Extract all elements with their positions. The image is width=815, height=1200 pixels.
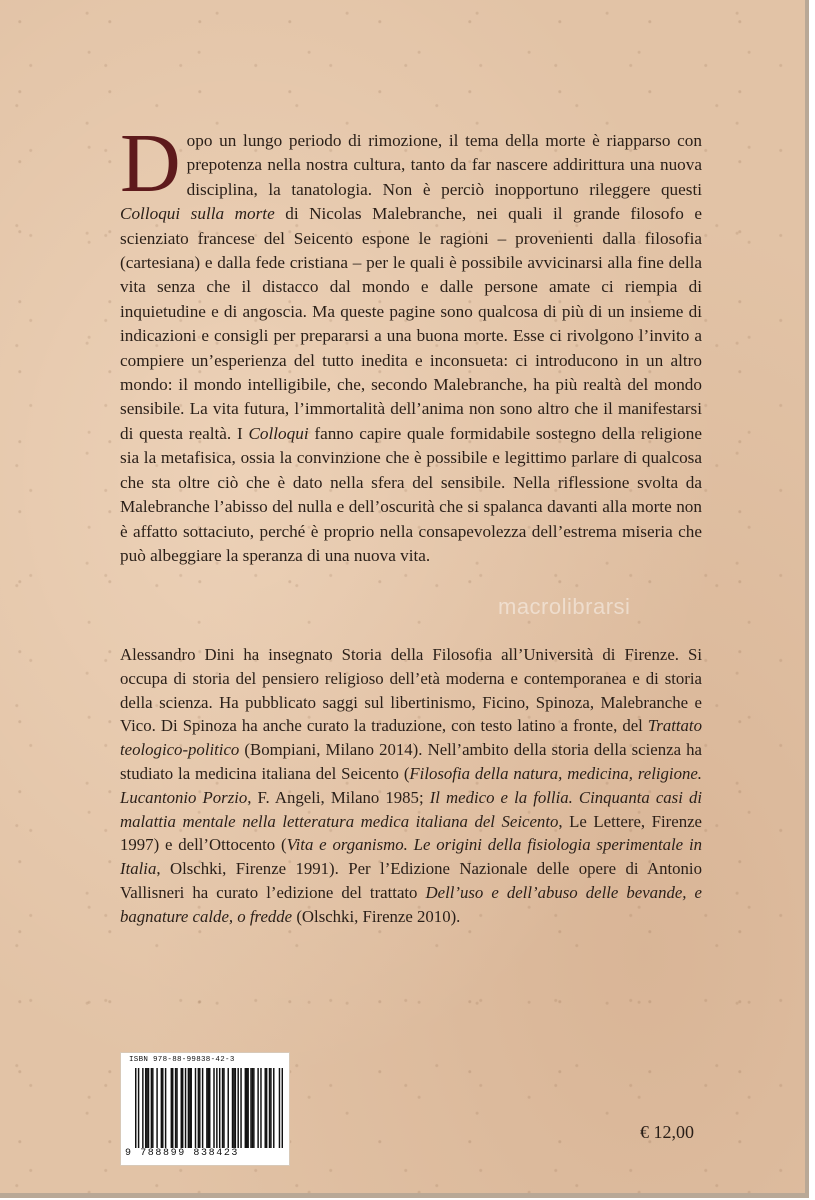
bio-text-5: , Olschki, Firenze 1991). Per l’Edizione Nazionale delle opere di Antonio Vallisneri ha curato l’edizione del trattato xyxy=(120,859,702,902)
barcode xyxy=(135,1068,283,1148)
barcode-bar xyxy=(247,1068,248,1148)
barcode-bar xyxy=(199,1068,200,1148)
barcode-bar xyxy=(245,1068,246,1148)
watermark-text: macrolibrarsi xyxy=(498,594,631,619)
barcode-bar xyxy=(228,1068,229,1148)
description-title-italic: Colloqui sulla morte xyxy=(120,204,275,224)
barcode-bar xyxy=(135,1068,136,1148)
book-description xyxy=(120,117,702,568)
barcode-bar xyxy=(257,1068,258,1148)
barcode-bar xyxy=(279,1068,280,1148)
bio-text-2: (Bompiani, Milano 2014). Nell’ambito della storia della scienza ha studiato la medicina italiana del Seicento ( xyxy=(120,740,702,783)
barcode-bar xyxy=(223,1068,224,1148)
barcode-bar xyxy=(142,1068,143,1148)
barcode-bar xyxy=(270,1068,271,1148)
barcode-bar xyxy=(188,1068,189,1148)
barcode-bar xyxy=(273,1068,274,1148)
barcode-bar xyxy=(195,1068,196,1148)
barcode-bar xyxy=(213,1068,214,1148)
barcode-bar xyxy=(165,1068,166,1148)
isbn-label: ISBN 978-88-99838-42-3 xyxy=(129,1056,235,1064)
barcode-bar xyxy=(209,1068,210,1148)
barcode-bar xyxy=(250,1068,251,1148)
barcode-bar xyxy=(198,1068,199,1148)
barcode-bar xyxy=(182,1068,183,1148)
barcode-bar xyxy=(145,1068,146,1148)
barcode-bar xyxy=(232,1068,233,1148)
barcode-bar xyxy=(152,1068,153,1148)
bio-text-1: Alessandro Dini ha insegnato Storia della Filosofia all’Università di Firenze. Si occupa di storia del pensiero religioso dell’età moderna e contemporanea e di storia della scienza. Ha pubblicato saggi sul libertinismo, Ficino, Spinoza, Malebranche e Vico. Di Spinoza ha anche curato la traduzione, con testo latino a fronte, del xyxy=(120,645,702,736)
barcode-bar xyxy=(216,1068,217,1148)
barcode-bar xyxy=(156,1068,157,1148)
barcode-bar xyxy=(235,1068,236,1148)
barcode-bar xyxy=(148,1068,149,1148)
barcode-bar xyxy=(269,1068,270,1148)
barcode-bar xyxy=(185,1068,186,1148)
bio-italic-2: Filosofia della natura, medicina, religione. Lucantonio Porzio xyxy=(120,763,702,807)
barcode-bar xyxy=(181,1068,182,1148)
drop-cap: D xyxy=(120,117,181,210)
barcode-bar xyxy=(252,1068,253,1148)
barcode-bar xyxy=(206,1068,207,1148)
barcode-bar xyxy=(151,1068,152,1148)
isbn-barcode-box xyxy=(120,1052,290,1166)
bio-text-3: , F. Angeli, Milano 1985; xyxy=(247,787,430,807)
barcode-bar xyxy=(219,1068,220,1148)
barcode-bar xyxy=(265,1068,266,1148)
barcode-bar xyxy=(240,1068,241,1148)
barcode-bar xyxy=(162,1068,163,1148)
barcode-bar xyxy=(191,1068,192,1148)
barcode-bar xyxy=(253,1068,254,1148)
price: € 12,00 xyxy=(640,1122,694,1142)
description-text-3: fanno capire quale formidabile sostegno della religione sia la metafisica, ossia la convinzione che è possibile e legittimo parlare di qualcosa che sta oltre ciò che è dato nella sfera del sensibile. Nella riflessione svolta da Malebranche l’abisso del nulla e dell’oscurità che si spalanca davanti alla morte non è affatto sottaciuto, perché è proprio nella consapevolezza dell’estrema miseria che può albeggiare la speranza di una nuova vita. xyxy=(120,423,702,565)
bio-italic-3: Il medico e la follia. Cinquanta casi di malattia mentale nella letteratura medica italiana del Seicento xyxy=(120,787,702,831)
bio-italic-5: Dell’uso e dell’abuso delle bevande, e bagnature calde, o fredde xyxy=(120,882,702,926)
barcode-bar xyxy=(237,1068,238,1148)
bio-text-4: , Le Lettere, Firenze 1997) e dell’Ottocento ( xyxy=(120,811,702,855)
barcode-bar xyxy=(171,1068,172,1148)
barcode-bar xyxy=(176,1068,177,1148)
barcode-bar xyxy=(189,1068,190,1148)
barcode-bar xyxy=(172,1068,173,1148)
barcode-bar xyxy=(260,1068,261,1148)
barcode-bar xyxy=(282,1068,283,1148)
barcode-bar xyxy=(208,1068,209,1148)
barcode-bar xyxy=(202,1068,203,1148)
barcode-bar xyxy=(161,1068,162,1148)
barcode-bar xyxy=(222,1068,223,1148)
barcode-bar xyxy=(138,1068,139,1148)
description-text-2: di Nicolas Malebranche, nei quali il grande filosofo e scienziato francese del Seicento espone le ragioni – provenienti dalla filosofia (cartesiana) e dalla fede cristiana – per le quali è possibile avvicinarsi alla fine della vita senza che il distacco dal mondo e dalle persone amate ci riempia di inquietudine e di angoscia. Ma queste pagine sono qualcosa di più di un insieme di indicazioni e consigli per prepararsi a una buona morte. Esse ci rivolgono l’invito a compiere un’esperienza del tutto inedita e inconsueta: ci introducono in un altro mondo: il mondo intelligibile, che, secondo Malebranche, ha più realtà del mondo sensibile. La vita futura, l’immortalità dell’anima non sono altro che il manifestarsi di questa realtà. I xyxy=(120,204,702,443)
barcode-bar xyxy=(246,1068,247,1148)
barcode-bar xyxy=(233,1068,234,1148)
bio-italic-4: Vita e organismo. Le origini della fisiologia sperimentale in Italia xyxy=(120,835,703,879)
barcode-bar xyxy=(266,1068,267,1148)
author-biography xyxy=(120,643,702,929)
barcode-bar xyxy=(175,1068,176,1148)
bio-italic-1: Trattato teologico-politico xyxy=(120,716,702,760)
description-colloqui-italic: Colloqui xyxy=(248,423,309,443)
bio-text-6: (Olschki, Firenze 2010). xyxy=(292,906,461,926)
description-text-1: opo un lungo periodo di rimozione, il tema della morte è riapparso con prepotenza nella nostra cultura, tanto da far nascere addirittura una nuova disciplina, la tanatologia. Non è perciò inopportuno rileggere questi xyxy=(186,131,702,199)
barcode-bar xyxy=(146,1068,147,1148)
isbn-digits: 9 788899 838423 xyxy=(125,1148,240,1159)
